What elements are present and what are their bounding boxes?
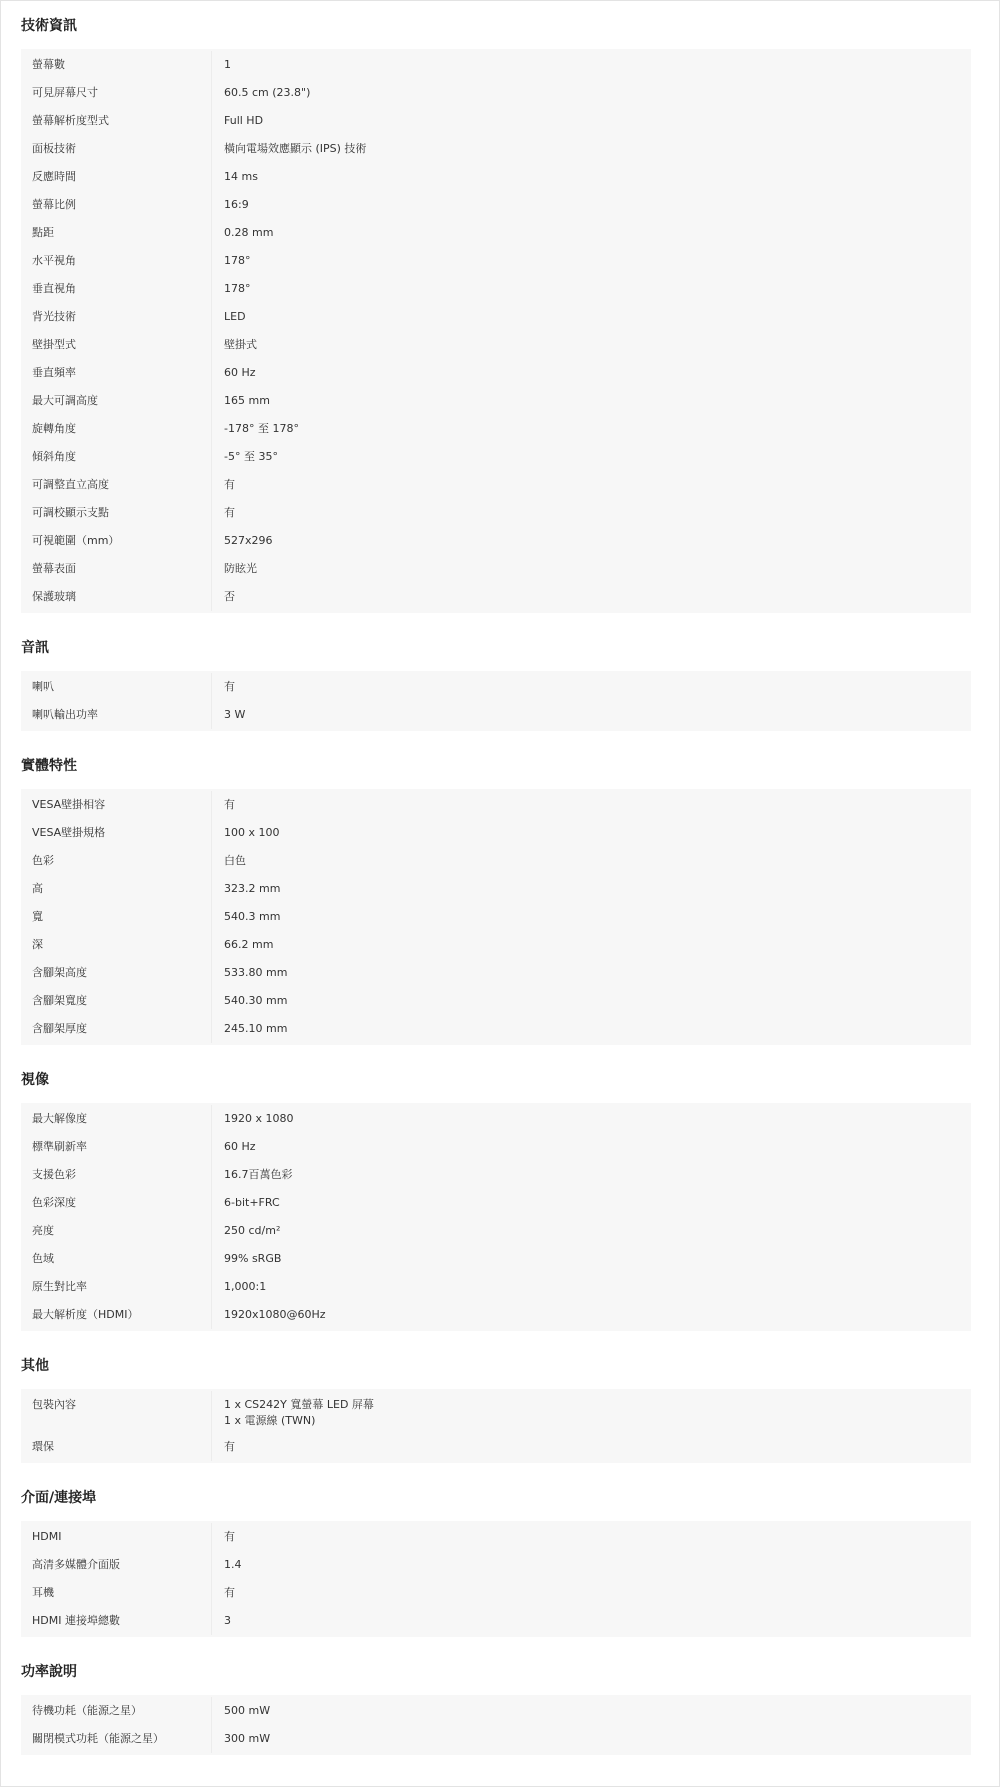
spec-value — [212, 1273, 971, 1301]
spec-label: 最大可調高度 — [21, 387, 212, 415]
table-row — [21, 931, 971, 959]
spec-value — [212, 673, 971, 701]
spec-value-line: 99% sRGB — [224, 1252, 282, 1265]
table-row — [21, 1133, 971, 1161]
table-row — [21, 527, 971, 555]
spec-value-line: 500 mW — [224, 1704, 271, 1717]
spec-value-line: 有 — [224, 680, 235, 693]
table-row — [21, 1725, 971, 1753]
spec-value-line: 60.5 cm (23.8") — [224, 86, 311, 99]
table-row — [21, 471, 971, 499]
spec-value — [212, 1301, 971, 1329]
spec-value — [212, 1217, 971, 1245]
table-row — [21, 1697, 971, 1725]
spec-value-line: 165 mm — [224, 394, 270, 407]
spec-label: HDMI — [21, 1523, 212, 1551]
table-row — [21, 1217, 971, 1245]
spec-value — [212, 1725, 971, 1753]
spec-label: 含腳架厚度 — [21, 1015, 212, 1043]
spec-value-line: 1920 x 1080 — [224, 1112, 294, 1125]
table-row — [21, 987, 971, 1015]
spec-label: 色彩 — [21, 847, 212, 875]
spec-label: 亮度 — [21, 1217, 212, 1245]
table-row — [21, 701, 971, 729]
spec-value-line: 323.2 mm — [224, 882, 281, 895]
table-row — [21, 1161, 971, 1189]
spec-value — [212, 959, 971, 987]
spec-table — [21, 1521, 971, 1637]
spec-section — [21, 1354, 969, 1463]
spec-value — [212, 247, 971, 275]
spec-value-line: 1 x 電源線 (TWN) — [224, 1414, 316, 1427]
spec-value-line: 540.3 mm — [224, 910, 281, 923]
spec-label: 環保 — [21, 1433, 212, 1461]
spec-value-line: 壁掛式 — [224, 338, 257, 351]
spec-value-line: 178° — [224, 282, 251, 295]
spec-value-line: 1 — [224, 58, 231, 71]
spec-label: 可視範圍（mm） — [21, 527, 212, 555]
spec-value — [212, 359, 971, 387]
table-row — [21, 135, 971, 163]
spec-label: 背光技術 — [21, 303, 212, 331]
table-row — [21, 1105, 971, 1133]
spec-value-line: -178° 至 178° — [224, 422, 299, 435]
spec-value — [212, 931, 971, 959]
spec-label: 待機功耗（能源之星） — [21, 1697, 212, 1725]
spec-value — [212, 847, 971, 875]
spec-value-line: 16.7百萬色彩 — [224, 1168, 293, 1181]
section-title: 實體特性 — [21, 758, 77, 774]
spec-label: 原生對比率 — [21, 1273, 212, 1301]
table-row — [21, 1273, 971, 1301]
spec-label: 喇叭輸出功率 — [21, 701, 212, 729]
spec-value — [212, 107, 971, 135]
spec-label: 喇叭 — [21, 673, 212, 701]
spec-section — [21, 1660, 969, 1755]
spec-section — [21, 1486, 969, 1637]
section-title: 介面/連接埠 — [21, 1490, 97, 1506]
spec-label: 可見屏幕尺寸 — [21, 79, 212, 107]
spec-label: 螢幕表面 — [21, 555, 212, 583]
spec-value-line: 有 — [224, 506, 235, 519]
spec-value-line: 有 — [224, 1586, 235, 1599]
table-row — [21, 555, 971, 583]
spec-value-line: 有 — [224, 1440, 235, 1453]
spec-label: 含腳架高度 — [21, 959, 212, 987]
spec-value-line: 1,000:1 — [224, 1280, 267, 1293]
spec-value-line: 否 — [224, 590, 235, 603]
spec-value-line: 1920x1080@60Hz — [224, 1308, 326, 1321]
spec-section — [21, 636, 969, 731]
section-title: 功率說明 — [21, 1664, 77, 1680]
table-row — [21, 1189, 971, 1217]
spec-value-line: 527x296 — [224, 534, 273, 547]
spec-value — [212, 387, 971, 415]
table-row — [21, 583, 971, 611]
spec-label: 垂直視角 — [21, 275, 212, 303]
table-row — [21, 1391, 971, 1433]
spec-value-line: 100 x 100 — [224, 826, 280, 839]
spec-label: HDMI 連接埠總數 — [21, 1607, 212, 1635]
spec-label: VESA壁掛相容 — [21, 791, 212, 819]
spec-value — [212, 275, 971, 303]
spec-label: 最大解像度 — [21, 1105, 212, 1133]
spec-value — [212, 163, 971, 191]
spec-value — [212, 219, 971, 247]
spec-label: 最大解析度（HDMI） — [21, 1301, 212, 1329]
spec-section — [21, 754, 969, 1045]
spec-value — [212, 191, 971, 219]
spec-label: 色彩深度 — [21, 1189, 212, 1217]
spec-value-line: 3 W — [224, 708, 246, 721]
spec-label: 關閉模式功耗（能源之星） — [21, 1725, 212, 1753]
section-title: 視像 — [21, 1072, 49, 1088]
table-row — [21, 331, 971, 359]
spec-value — [212, 555, 971, 583]
spec-value-line: 540.30 mm — [224, 994, 288, 1007]
spec-value — [212, 1391, 971, 1433]
spec-value — [212, 791, 971, 819]
spec-label: 標準刷新率 — [21, 1133, 212, 1161]
spec-sections — [21, 14, 969, 1755]
spec-section — [21, 14, 969, 613]
spec-value — [212, 79, 971, 107]
section-title: 音訊 — [21, 640, 49, 656]
table-row — [21, 875, 971, 903]
table-row — [21, 387, 971, 415]
table-row — [21, 163, 971, 191]
spec-label: 色域 — [21, 1245, 212, 1273]
spec-label: 保護玻璃 — [21, 583, 212, 611]
spec-value — [212, 1015, 971, 1043]
spec-value — [212, 1133, 971, 1161]
table-row — [21, 1607, 971, 1635]
table-row — [21, 819, 971, 847]
spec-value — [212, 1607, 971, 1635]
spec-value-line: 有 — [224, 1530, 235, 1543]
spec-label: 壁掛型式 — [21, 331, 212, 359]
table-row — [21, 247, 971, 275]
spec-value — [212, 1433, 971, 1461]
spec-value — [212, 583, 971, 611]
table-row — [21, 959, 971, 987]
spec-label: 包裝內容 — [21, 1391, 212, 1433]
spec-value-line: 1.4 — [224, 1558, 242, 1571]
spec-section — [21, 1068, 969, 1331]
table-row — [21, 415, 971, 443]
spec-value-line: 250 cd/m² — [224, 1224, 281, 1237]
spec-value — [212, 1105, 971, 1133]
table-row — [21, 79, 971, 107]
spec-label: VESA壁掛規格 — [21, 819, 212, 847]
spec-label: 點距 — [21, 219, 212, 247]
table-row — [21, 903, 971, 931]
spec-value-line: 有 — [224, 478, 235, 491]
table-row — [21, 791, 971, 819]
spec-value — [212, 303, 971, 331]
table-row — [21, 1301, 971, 1329]
spec-label: 含腳架寬度 — [21, 987, 212, 1015]
table-row — [21, 1579, 971, 1607]
spec-value-line: 1 x CS242Y 寬螢幕 LED 屏幕 — [224, 1398, 374, 1411]
spec-value-line: 14 ms — [224, 170, 258, 183]
spec-label: 傾斜角度 — [21, 443, 212, 471]
spec-value — [212, 331, 971, 359]
spec-value-line: 防眩光 — [224, 562, 257, 575]
spec-value-line: 有 — [224, 798, 235, 811]
spec-value-line: 橫向電場效應顯示 (IPS) 技術 — [224, 142, 367, 155]
spec-value-line: -5° 至 35° — [224, 450, 278, 463]
table-row — [21, 107, 971, 135]
table-row — [21, 1015, 971, 1043]
table-row — [21, 219, 971, 247]
table-row — [21, 847, 971, 875]
spec-value — [212, 1189, 971, 1217]
spec-value-line: 300 mW — [224, 1732, 271, 1745]
table-row — [21, 191, 971, 219]
table-row — [21, 673, 971, 701]
spec-table — [21, 1389, 971, 1463]
spec-value — [212, 499, 971, 527]
spec-label: 高清多媒體介面版 — [21, 1551, 212, 1579]
table-row — [21, 1523, 971, 1551]
spec-value — [212, 443, 971, 471]
spec-value-line: 16:9 — [224, 198, 249, 211]
spec-label: 深 — [21, 931, 212, 959]
spec-value-line: 60 Hz — [224, 366, 256, 379]
spec-value — [212, 471, 971, 499]
spec-value-line: 245.10 mm — [224, 1022, 288, 1035]
spec-label: 水平視角 — [21, 247, 212, 275]
spec-value-line: 533.80 mm — [224, 966, 288, 979]
spec-label: 反應時間 — [21, 163, 212, 191]
spec-value-line: 白色 — [224, 854, 246, 867]
table-row — [21, 359, 971, 387]
spec-table — [21, 1103, 971, 1331]
spec-value — [212, 903, 971, 931]
spec-value-line: 178° — [224, 254, 251, 267]
spec-value — [212, 987, 971, 1015]
spec-table — [21, 789, 971, 1045]
spec-label: 支援色彩 — [21, 1161, 212, 1189]
spec-label: 螢幕數 — [21, 51, 212, 79]
spec-label: 螢幕比例 — [21, 191, 212, 219]
spec-value — [212, 875, 971, 903]
spec-value-line: LED — [224, 310, 246, 323]
table-row — [21, 1551, 971, 1579]
spec-value — [212, 1161, 971, 1189]
spec-table — [21, 1695, 971, 1755]
spec-value — [212, 51, 971, 79]
section-title: 其他 — [21, 1358, 49, 1374]
spec-label: 螢幕解析度型式 — [21, 107, 212, 135]
spec-label: 可調整直立高度 — [21, 471, 212, 499]
spec-value — [212, 1245, 971, 1273]
spec-value — [212, 1579, 971, 1607]
spec-label: 高 — [21, 875, 212, 903]
spec-label: 寬 — [21, 903, 212, 931]
table-row — [21, 499, 971, 527]
table-row — [21, 443, 971, 471]
spec-value — [212, 135, 971, 163]
spec-label: 面板技術 — [21, 135, 212, 163]
spec-value-line: 66.2 mm — [224, 938, 274, 951]
spec-value — [212, 1523, 971, 1551]
spec-value-line: 3 — [224, 1614, 231, 1627]
spec-label: 垂直頻率 — [21, 359, 212, 387]
spec-value — [212, 1551, 971, 1579]
spec-label: 旋轉角度 — [21, 415, 212, 443]
table-row — [21, 1433, 971, 1461]
table-row — [21, 303, 971, 331]
spec-value-line: 6-bit+FRC — [224, 1196, 280, 1209]
spec-value — [212, 415, 971, 443]
spec-value-line: Full HD — [224, 114, 264, 127]
table-row — [21, 51, 971, 79]
table-row — [21, 1245, 971, 1273]
spec-label: 可調校顯示支點 — [21, 499, 212, 527]
spec-value-line: 0.28 mm — [224, 226, 274, 239]
spec-value — [212, 819, 971, 847]
spec-label: 耳機 — [21, 1579, 212, 1607]
spec-value — [212, 527, 971, 555]
spec-table — [21, 49, 971, 613]
spec-value — [212, 1697, 971, 1725]
table-row — [21, 275, 971, 303]
spec-value — [212, 701, 971, 729]
spec-value-line: 60 Hz — [224, 1140, 256, 1153]
section-title: 技術資訊 — [21, 18, 77, 34]
spec-table — [21, 671, 971, 731]
